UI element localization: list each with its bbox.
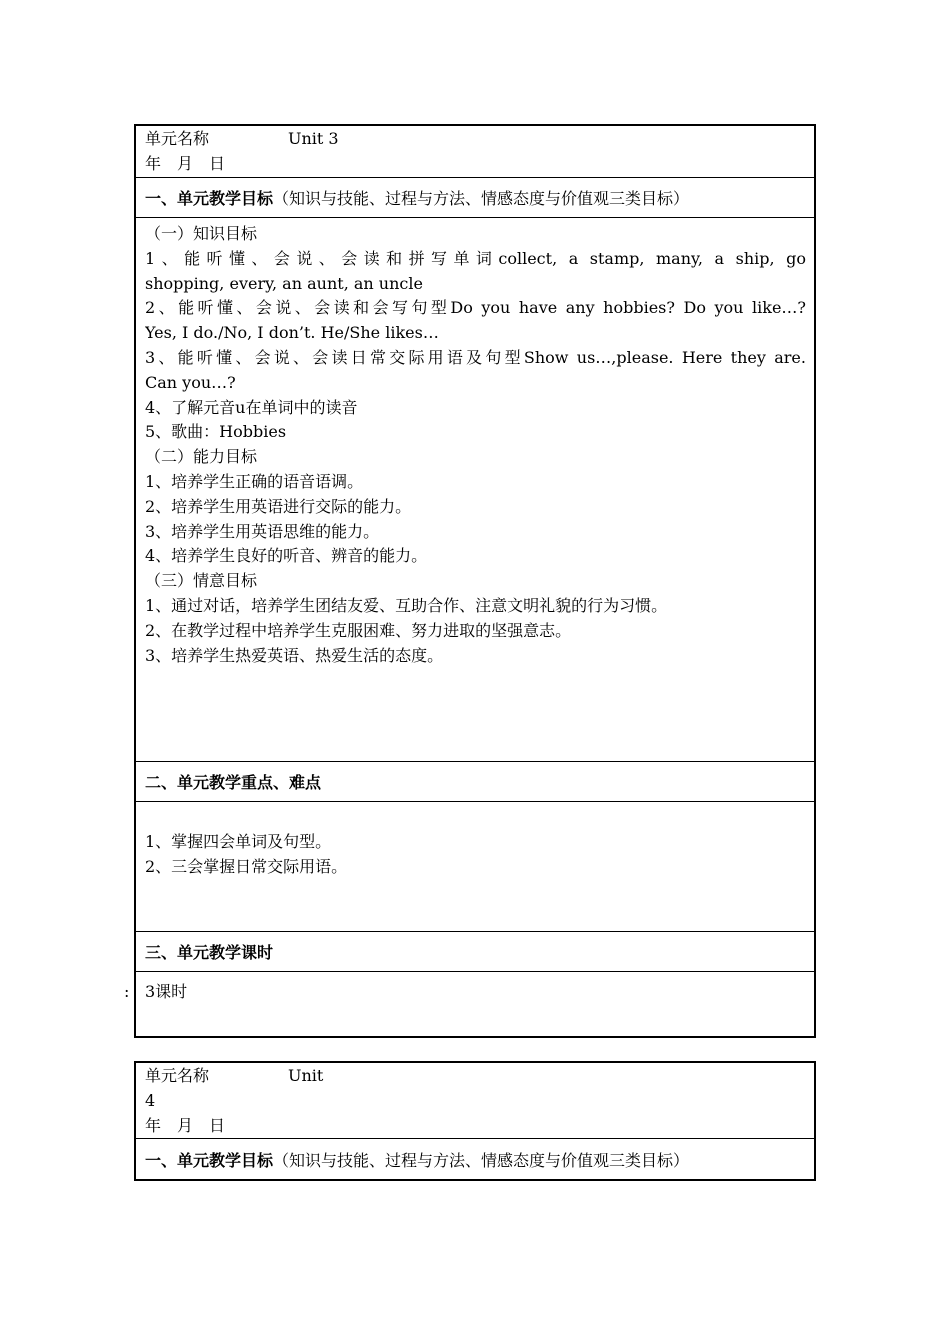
margin-marker: : [124, 982, 130, 1001]
unit-name-value: Unit 3 [288, 129, 339, 148]
unit-header-row [136, 1063, 814, 1139]
keypoints-heading: 二、单元教学重点、难点 [136, 762, 814, 802]
goal-line: 2、培养学生用英语进行交际的能力。 [145, 496, 412, 516]
goal-line: （三）情意目标 [145, 571, 258, 591]
goal-line: 4、了解元音u在单词中的读音 [145, 397, 358, 417]
date-label: 年 月 日 [145, 1115, 226, 1135]
unit-plan-table-1 [134, 124, 816, 1038]
goal-line: Yes, I do./No, I don’t. He/She likes… [145, 323, 439, 343]
keypoint-line: 1、掌握四会单词及句型。 [145, 832, 332, 851]
goal-line: Can you…? [145, 372, 236, 392]
goal-line: （一）知识目标 [145, 224, 258, 243]
goal-line: 3、能听懂、会说、会读日常交际用语及句型Show us…,please. Here they are. [145, 347, 806, 367]
unit-name-label: 单元名称 [145, 1066, 210, 1085]
hours-heading: 三、单元教学课时 [136, 932, 814, 972]
goals-heading-title: 一、单元教学目标 [145, 1150, 274, 1170]
keypoints-content-row [136, 802, 814, 932]
goal-line: 3、培养学生用英语思维的能力。 [145, 521, 380, 541]
goal-line: shopping, every, an aunt, an uncle [145, 273, 423, 293]
unit-plan-table-2 [134, 1061, 816, 1181]
unit-header-row [136, 126, 814, 178]
goals-heading-subtitle: （知识与技能、过程与方法、情感态度与价值观三类目标） [273, 1150, 690, 1170]
unit-name-value: Unit [288, 1066, 324, 1085]
unit-number: 4 [145, 1090, 156, 1110]
goals-heading-row [136, 178, 814, 218]
goal-line: 1、培养学生正确的语音语调。 [145, 471, 364, 491]
goal-line: 2、能听懂、会说、会读和会写句型Do you have any hobbies? Do you like…? [145, 298, 806, 318]
goal-line: （二）能力目标 [145, 447, 258, 467]
goals-heading-title: 一、单元教学目标 [145, 189, 274, 208]
unit-name-label: 单元名称 [145, 129, 210, 148]
keypoint-line: 2、三会掌握日常交际用语。 [145, 856, 348, 876]
hours-content-row [136, 972, 814, 1036]
goal-line: 3、培养学生热爱英语、热爱生活的态度。 [145, 645, 444, 665]
goal-line: 1、通过对话，培养学生团结友爱、互助合作、注意文明礼貌的行为习惯。 [145, 595, 668, 615]
goal-line: 4、培养学生良好的听音、辨音的能力。 [145, 546, 428, 566]
goals-heading-subtitle: （知识与技能、过程与方法、情感态度与价值观三类目标） [273, 189, 690, 208]
date-label: 年 月 日 [145, 153, 226, 173]
goal-line: 2、在教学过程中培养学生克服困难、努力进取的坚强意志。 [145, 620, 572, 640]
goal-line: 1、能听懂、会说、会读和拼写单词collect, a stamp, many, a ship, go [145, 248, 806, 268]
goals-content-row [136, 218, 814, 762]
goal-line: 5、歌曲：Hobbies [145, 422, 287, 442]
hours-value: 3课时 [145, 982, 188, 1001]
goals-heading-row [136, 1139, 814, 1179]
